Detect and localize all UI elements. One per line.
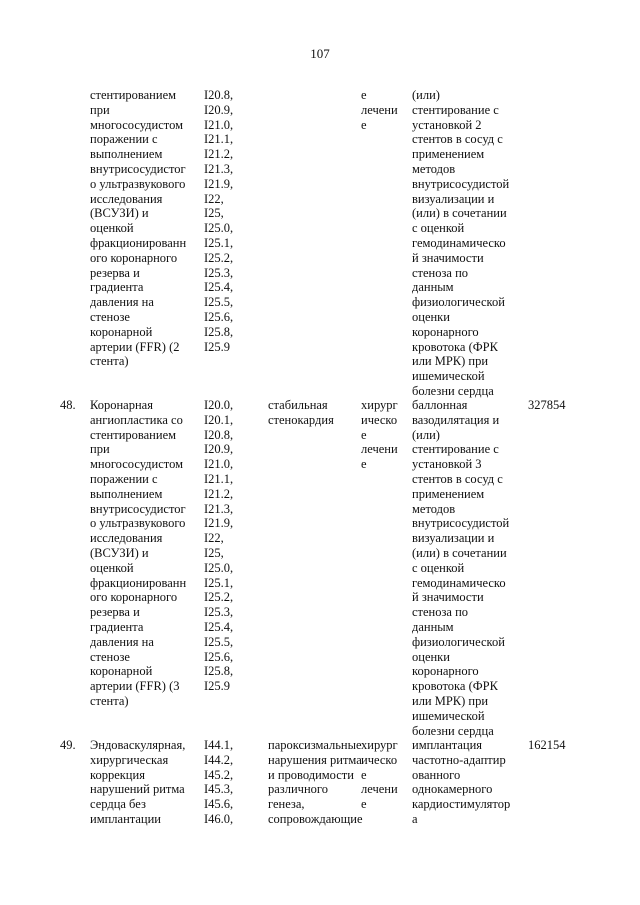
cell-line: сердца без (90, 797, 146, 812)
procedure-name-cell (90, 738, 185, 827)
cell-line: стентирование с (412, 442, 499, 457)
cell-line: сопровождающие (268, 811, 363, 826)
cell-line: резерва и (90, 265, 140, 280)
cell-line: стента) (90, 354, 129, 369)
cell-line: с оценкой (412, 221, 465, 236)
cell-line: е (361, 767, 367, 782)
cell-line: оценки (412, 309, 450, 324)
cell-line: или МРК) при (412, 693, 489, 708)
cell-line: I20.1, (204, 412, 234, 427)
cell-line: I25.6, (204, 309, 234, 324)
cell-line: (или) в сочетании (412, 206, 507, 221)
cell-line: I25.3, (204, 265, 234, 280)
cell-line: пароксизмальные (268, 738, 362, 752)
procedure-name-cell (90, 398, 186, 709)
cell-line: I25, (204, 545, 224, 560)
cell-line: физиологической (412, 634, 505, 649)
cell-line: I21.3, (204, 161, 234, 176)
cell-line: I22, (204, 531, 224, 546)
cell-line: I25.0, (204, 560, 234, 575)
cell-line: I25.0, (204, 221, 234, 236)
cell-line: оценкой (90, 221, 134, 236)
treatment-method-cell (412, 88, 509, 399)
cell-line: вазодилятация и (412, 412, 500, 427)
cell-line: I25.4, (204, 619, 234, 634)
cell-line: I21.9, (204, 176, 234, 191)
cell-line: Эндоваскулярная, (90, 738, 186, 752)
cell-line: однокамерного (412, 782, 493, 797)
cell-line: стентов в сосуд с (412, 132, 503, 147)
row-number: 48. (60, 398, 76, 412)
cell-line: е (361, 457, 367, 472)
cell-line: коронарного (412, 664, 479, 679)
cell-line: I25, (204, 206, 224, 221)
cell-line: поражении с (90, 471, 158, 486)
cell-line: внутрисосудистой (412, 176, 510, 191)
cell-line: а (412, 811, 418, 826)
cell-line: применением (412, 147, 485, 162)
icd-codes-cell (204, 88, 233, 354)
cell-line: стабильная (268, 398, 328, 412)
cell-line: генеза, (268, 797, 305, 812)
cell-line: градиента (90, 619, 144, 634)
cell-line: методов (412, 161, 456, 176)
cell-line: (ВСУЗИ) и (90, 545, 149, 560)
cell-line: I25.4, (204, 280, 234, 295)
cell-line: при (90, 442, 110, 457)
cell-line: I21.2, (204, 486, 234, 501)
cell-line: внутрисосудистой (412, 516, 510, 531)
cell-line: внутрисосудистог (90, 501, 186, 516)
cell-line: I21.2, (204, 147, 234, 162)
cell-line: стенокардия (268, 412, 334, 427)
cell-line: I25.5, (204, 295, 234, 310)
cell-line: кровотока (ФРК (412, 339, 498, 354)
cell-line: I20.0, (204, 398, 234, 412)
cell-line: установкой 3 (412, 457, 482, 472)
cell-line: I25.2, (204, 250, 234, 265)
cell-line: I21.1, (204, 132, 234, 147)
cell-line: гемодинамическо (412, 235, 506, 250)
cell-line: стенозе (90, 309, 130, 324)
cell-line: хирург (361, 738, 398, 752)
treatment-type-cell (361, 88, 398, 132)
cell-line: ованного (412, 767, 461, 782)
cell-line: или МРК) при (412, 354, 489, 369)
cell-line: ишемической (412, 369, 485, 384)
cell-line: коронарной (90, 664, 153, 679)
cell-line: I25.1, (204, 235, 234, 250)
cell-line: визуализации и (412, 191, 495, 206)
cell-line: (или) (412, 427, 440, 442)
icd-codes-cell (204, 738, 233, 827)
cell-line: выполнением (90, 147, 163, 162)
cell-line: оценки (412, 649, 450, 664)
cell-line: стентированием (90, 88, 177, 102)
cell-line: исследования (90, 531, 163, 546)
cell-line: I25.1, (204, 575, 234, 590)
cell-line: I25.8, (204, 324, 234, 339)
cell-line: коррекция (90, 767, 145, 782)
cell-line: поражении с (90, 132, 158, 147)
cell-line: стентированием (90, 427, 177, 442)
cell-line: I21.0, (204, 457, 234, 472)
cell-line: I22, (204, 191, 224, 206)
cell-line: данным (412, 619, 454, 634)
cell-line: фракционированн (90, 235, 187, 250)
cell-line: давления на (90, 634, 154, 649)
cell-line: I21.9, (204, 516, 234, 531)
cell-line: I21.3, (204, 501, 234, 516)
cost-cell: 327854 (528, 398, 566, 412)
cell-line: I21.1, (204, 471, 234, 486)
cell-line: многососудистом (90, 457, 183, 472)
cell-line: стентирование с (412, 102, 499, 117)
cell-line: ическо (361, 752, 398, 767)
cell-line: нарушения ритма (268, 752, 362, 767)
cell-line: визуализации и (412, 531, 495, 546)
cell-line: установкой 2 (412, 117, 482, 132)
treatment-method-cell (412, 398, 509, 738)
cell-line: стеноза по (412, 605, 469, 620)
cell-line: I20.8, (204, 427, 234, 442)
cell-line: различного (268, 782, 328, 797)
cell-line: лечени (361, 102, 398, 117)
cell-line: I45.2, (204, 767, 234, 782)
cell-line: нарушений ритма (90, 782, 185, 797)
cell-line: I25.2, (204, 590, 234, 605)
patient-model-cell (268, 738, 363, 827)
cell-line: стентов в сосуд с (412, 471, 503, 486)
cell-line: I44.2, (204, 752, 234, 767)
cell-line: при (90, 102, 110, 117)
cell-line: й значимости (412, 250, 484, 265)
cell-line: методов (412, 501, 456, 516)
cell-line: ическо (361, 412, 398, 427)
cell-line: лечени (361, 782, 398, 797)
cell-line: лечени (361, 442, 398, 457)
cell-line: болезни сердца (412, 383, 494, 398)
cell-line: I25.5, (204, 634, 234, 649)
cell-line: градиента (90, 280, 144, 295)
cell-line: давления на (90, 295, 154, 310)
cell-line: е (361, 88, 367, 102)
cell-line: хирургическая (90, 752, 169, 767)
cell-line: ого коронарного (90, 250, 178, 265)
cell-line: I25.9 (204, 679, 231, 694)
cell-line: е (361, 797, 367, 812)
cell-line: й значимости (412, 590, 484, 605)
cell-line: артерии (FFR) (2 (90, 339, 180, 354)
cell-line: I21.0, (204, 117, 234, 132)
cell-line: коронарной (90, 324, 153, 339)
cell-line: о ультразвукового (90, 516, 186, 531)
cell-line: (ВСУЗИ) и (90, 206, 149, 221)
cell-line: (или) (412, 88, 440, 102)
cell-line: I25.3, (204, 605, 234, 620)
cell-line: I44.1, (204, 738, 234, 752)
cell-line: артерии (FFR) (3 (90, 679, 180, 694)
cell-line: гемодинамическо (412, 575, 506, 590)
cell-line: I25.6, (204, 649, 234, 664)
cell-line: коронарного (412, 324, 479, 339)
cell-line: оценкой (90, 560, 134, 575)
cell-line: ангиопластика со (90, 412, 183, 427)
cell-line: имплантации (90, 811, 161, 826)
cell-line: I20.8, (204, 88, 234, 102)
cell-line: I20.9, (204, 442, 234, 457)
cell-line: имплантация (412, 738, 483, 752)
cell-line: исследования (90, 191, 163, 206)
cell-line: хирург (361, 398, 398, 412)
cell-line: стента) (90, 693, 129, 708)
cell-line: о ультразвукового (90, 176, 186, 191)
cell-line: I25.9 (204, 339, 231, 354)
cell-line: выполнением (90, 486, 163, 501)
cell-line: I45.3, (204, 782, 234, 797)
treatment-method-cell (412, 738, 510, 827)
cell-line: е (361, 427, 367, 442)
cell-line: стенозе (90, 649, 130, 664)
cell-line: I20.9, (204, 102, 234, 117)
cell-line: баллонная (412, 398, 468, 412)
cell-line: кардиостимулятор (412, 797, 511, 812)
cell-line: ого коронарного (90, 590, 178, 605)
cell-line: физиологической (412, 295, 505, 310)
patient-model-cell (268, 398, 334, 428)
cell-line: резерва и (90, 605, 140, 620)
cell-line: внутрисосудистог (90, 161, 186, 176)
cell-line: данным (412, 280, 454, 295)
cell-line: многососудистом (90, 117, 183, 132)
cell-line: стеноза по (412, 265, 469, 280)
page-number: 107 (310, 46, 330, 61)
cell-line: Коронарная (90, 398, 153, 412)
cell-line: болезни сердца (412, 723, 494, 738)
cell-line: (или) в сочетании (412, 545, 507, 560)
cost-cell: 162154 (528, 738, 566, 752)
cell-line: с оценкой (412, 560, 465, 575)
treatment-type-cell (361, 738, 398, 812)
icd-codes-cell (204, 398, 233, 694)
cell-line: ишемической (412, 708, 485, 723)
procedure-name-cell (90, 88, 186, 369)
cell-line: I46.0, (204, 811, 234, 826)
cell-line: I45.6, (204, 797, 234, 812)
row-number: 49. (60, 738, 76, 752)
treatment-type-cell (361, 398, 398, 472)
cell-line: I25.8, (204, 664, 234, 679)
cell-line: частотно-адаптир (412, 752, 506, 767)
cell-line: применением (412, 486, 485, 501)
cell-line: фракционированн (90, 575, 187, 590)
cell-line: и проводимости (268, 767, 354, 782)
cell-line: е (361, 117, 367, 132)
cell-line: кровотока (ФРК (412, 679, 498, 694)
